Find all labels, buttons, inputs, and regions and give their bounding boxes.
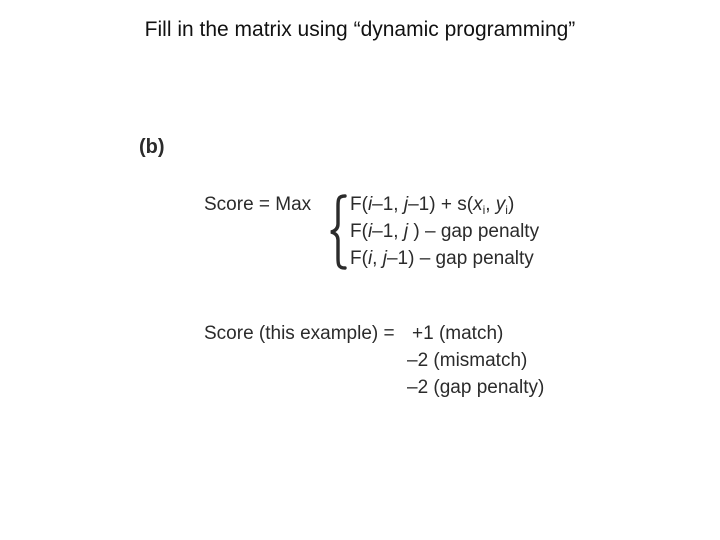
example-value-gap-penalty: –2 (gap penalty): [407, 377, 545, 398]
case-diagonal-i-offset: –1,: [372, 194, 404, 215]
example-score-label: Score (this example) =: [204, 323, 395, 344]
case-left-i-offset: ,: [372, 248, 383, 269]
example-value-mismatch: –2 (mismatch): [407, 350, 528, 371]
case-up-j-offset: ) – gap penalty: [408, 221, 540, 242]
slide-title: Fill in the matrix using “dynamic programming”: [144, 18, 576, 41]
case-up-f: F(: [350, 221, 368, 242]
case-diagonal-y-subscript: i: [505, 203, 508, 217]
case-up-i: i: [367, 221, 373, 242]
case-diagonal-close: ): [507, 194, 515, 215]
case-left-gap: [350, 247, 534, 271]
case-left-j: j: [382, 248, 387, 269]
case-diagonal-x-subscript: i: [482, 203, 486, 217]
case-left-j-offset: –1) – gap penalty: [386, 248, 534, 269]
case-left-f: F(: [350, 248, 368, 269]
example-value-match: +1 (match): [412, 323, 504, 344]
left-brace-icon: [328, 194, 348, 270]
score-max-label: Score = Max: [204, 194, 312, 215]
case-diagonal: [350, 193, 514, 217]
case-up-i-offset: –1,: [372, 221, 404, 242]
case-diagonal-j-offset: –1) + s(: [408, 194, 474, 215]
panel-label-text: (b): [139, 136, 165, 158]
case-diagonal-x: x: [473, 194, 483, 215]
case-diagonal-separator: ,: [485, 194, 496, 215]
case-left-i: i: [367, 248, 373, 269]
case-diagonal-y: y: [495, 194, 506, 215]
case-up-gap: [350, 220, 539, 244]
panel-label: [139, 134, 165, 160]
case-diagonal-i: i: [367, 194, 373, 215]
case-diagonal-j: j: [403, 194, 409, 215]
case-diagonal-f: F(: [350, 194, 368, 215]
case-up-j: j: [403, 221, 409, 242]
